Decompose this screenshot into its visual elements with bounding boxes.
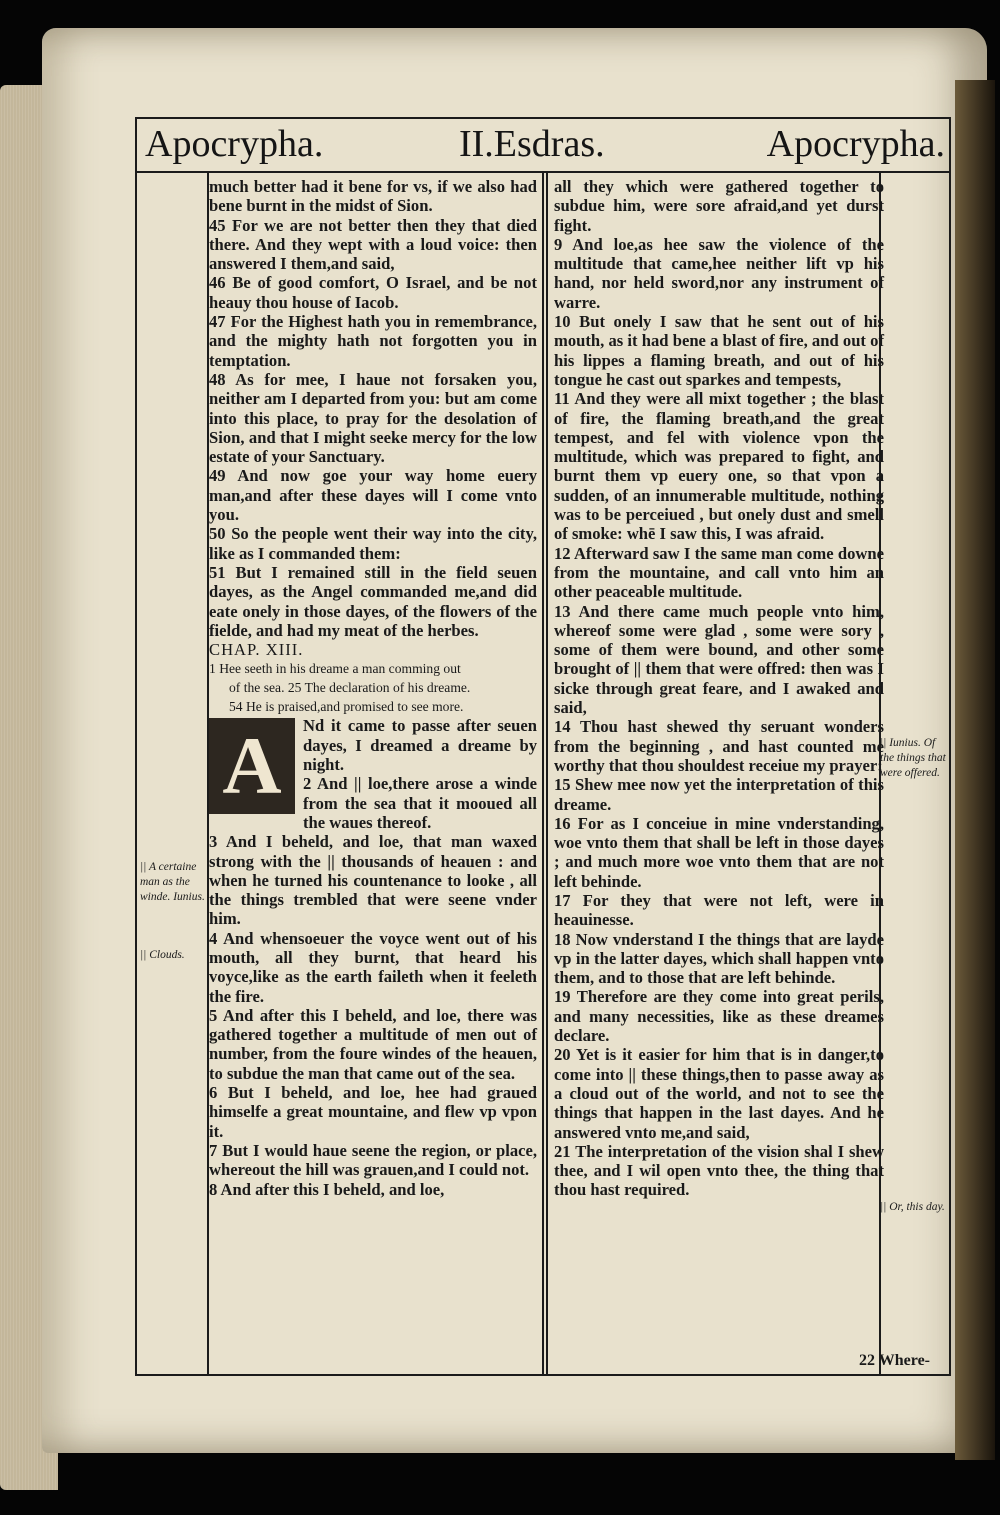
verse: 14 Thou hast shewed thy seruant wonders from the beginning , and hast counted me worthy that thou shouldest receiue my prayer: <box>554 717 884 775</box>
text-frame <box>135 117 951 1376</box>
verse: 48 As for mee, I haue not forsaken you, neither am I departed from you: but am come into this place, to pray for the desolation of Sion, and that I might seeke mercy for the low estate of your Sanctuary. <box>209 369 537 467</box>
verse: 46 Be of good comfort, O Israel, and be not heauy thou house of Iacob. <box>209 273 537 312</box>
verse: 45 For we are not better then they that died there. And they wept with a loud voice: then answered I them,and said, <box>209 215 537 274</box>
verse: 17 For they that were not left, were in heauinesse. <box>554 890 884 930</box>
verse: 49 And now goe your way home euery man,and after these dayes will I come vnto you. <box>209 466 537 525</box>
verse: 50 So the people went their way into the city, like as I commanded them: <box>209 524 537 563</box>
margin-note: || Or, this day. <box>880 1201 945 1213</box>
summary-line: of the sea. 25 The declaration of his dreame. <box>229 680 471 696</box>
verse: 8 And after this I beheld, and loe, <box>209 1179 445 1199</box>
summary-line: 1 Hee seeth in his dreame a man comming out <box>209 661 461 677</box>
verse: 20 Yet is it easier for him that is in danger,to come into || these things,then to passe away as a cloud out of the world, and not to see the things that happen in the last dayes. And he answered vnto me,and said, <box>554 1045 884 1142</box>
verse: 4 And whensoeuer the voyce went out of his mouth, all they burnt, that heard his voyce,like as the earth faileth when it feeleth the fire. <box>209 928 537 1006</box>
verse: 2 And || loe,there arose a winde from the sea that it mooued all the waues thereof. <box>303 774 537 832</box>
verse: 9 And loe,as hee saw the violence of the multitude that came,hee neither lift vp his hand, nor held sword,nor any instrument of warre. <box>554 234 884 312</box>
margin-note: || Clouds. <box>140 949 185 961</box>
verse: 11 And they were all mixt together ; the blast of fire, the flaming breath,and the great tempest, and fel with violence vpon the multitude, which was prepared to fight, and burnt them vp euery one, so that vpon a sudden, of an innumerable multitude, nothing was to be perceiued , but onely dust and smell of smoke: whē I saw this, I was afraid. <box>554 389 884 544</box>
ornamental-drop-cap <box>209 718 295 814</box>
verse: all they which were gathered together to subdue him, were sore afraid,and yet durst fight. <box>554 177 884 235</box>
verse: 47 For the Highest hath you in remembrance, and the mighty hath not forgotten you in temptation. <box>209 312 537 370</box>
chapter-summary <box>209 659 537 716</box>
drop-cap-letter: A <box>222 720 282 812</box>
chapter-title: CHAP. XIII. <box>209 640 304 660</box>
verse: 16 For as I conceiue in mine vnderstanding, woe vnto them that shall be left in those dayes ; and much more woe vnto them that are not left behinde. <box>554 813 884 891</box>
header-left: Apocrypha. <box>145 123 324 165</box>
summary-line: 54 He is praised,and promised to see more. <box>229 699 464 715</box>
verse: 15 Shew mee now yet the interpretation of this dreame. <box>554 775 884 814</box>
verse: 18 Now vnderstand I the things that are layde vp in the latter dayes, which shall happen vnto them, and to those that are left behinde. <box>554 929 884 988</box>
verse: 10 But onely I saw that he sent out of his mouth, as it had bene a blast of fire, and out of his lippes a flaming breath, and out of his tongue he cast out sparkes and tempests, <box>554 312 884 389</box>
verse: much better had it bene for vs, if we also had bene burnt in the midst of Sion. <box>209 177 537 216</box>
verse: 3 And I beheld, and loe, that man waxed strong with the || thousands of heauen : and when he turned his countenance to looke , all the things trembled that were seene vnder him. <box>209 832 537 929</box>
book-gutter <box>955 80 995 1460</box>
margin-note: || A certaine man as the winde. Iunius. <box>140 861 205 903</box>
verse: 19 Therefore are they come into great perils, and many necessities, like as these dreames declare. <box>554 987 884 1046</box>
column-divider-left <box>542 171 544 1374</box>
verse: 51 But I remained still in the field seuen dayes, as the Angel commanded me,and did eate onely in those dayes, of the flowers of the fielde, and had my meat of the herbes. <box>209 562 537 640</box>
verse: 5 And after this I beheld, and loe, there was gathered together a multitude of men out of number, from the foure windes of the heauen, to subdue the man that came out of the sea. <box>209 1005 537 1083</box>
header-right: Apocrypha. <box>766 123 945 165</box>
verse: Nd it came to passe after seuen dayes, I dreamed a dreame by night. <box>303 716 537 775</box>
verse: 21 The interpretation of the vision shal I shew thee, and I wil open vnto thee, the thing that thou hast required. <box>554 1141 884 1200</box>
verse: 6 But I beheld, and loe, hee had graued himselfe a great mountaine, and flew vp vpon it. <box>209 1083 537 1141</box>
header-center: II.Esdras. <box>459 123 605 165</box>
running-header <box>137 119 949 173</box>
verse: 12 Afterward saw I the same man come downe from the mountaine, and call vnto him an other peaceable multitude. <box>554 543 884 602</box>
catchword: 22 Where- <box>859 1352 930 1369</box>
verse: 13 And there came much people vnto him, whereof some were glad , some were sory , some of them were bound, and other some brought of || them that were offred: then was I sicke through great feare, and I awaked and said, <box>554 601 884 718</box>
right-text-column <box>554 177 884 1200</box>
column-divider-right <box>546 171 548 1374</box>
margin-note: || Iunius. Of the things that were offered. <box>880 737 946 779</box>
verse: 7 But I would haue seene the region, or place, whereout the hill was grauen,and I could not. <box>209 1140 537 1180</box>
left-text-column <box>209 177 537 1199</box>
